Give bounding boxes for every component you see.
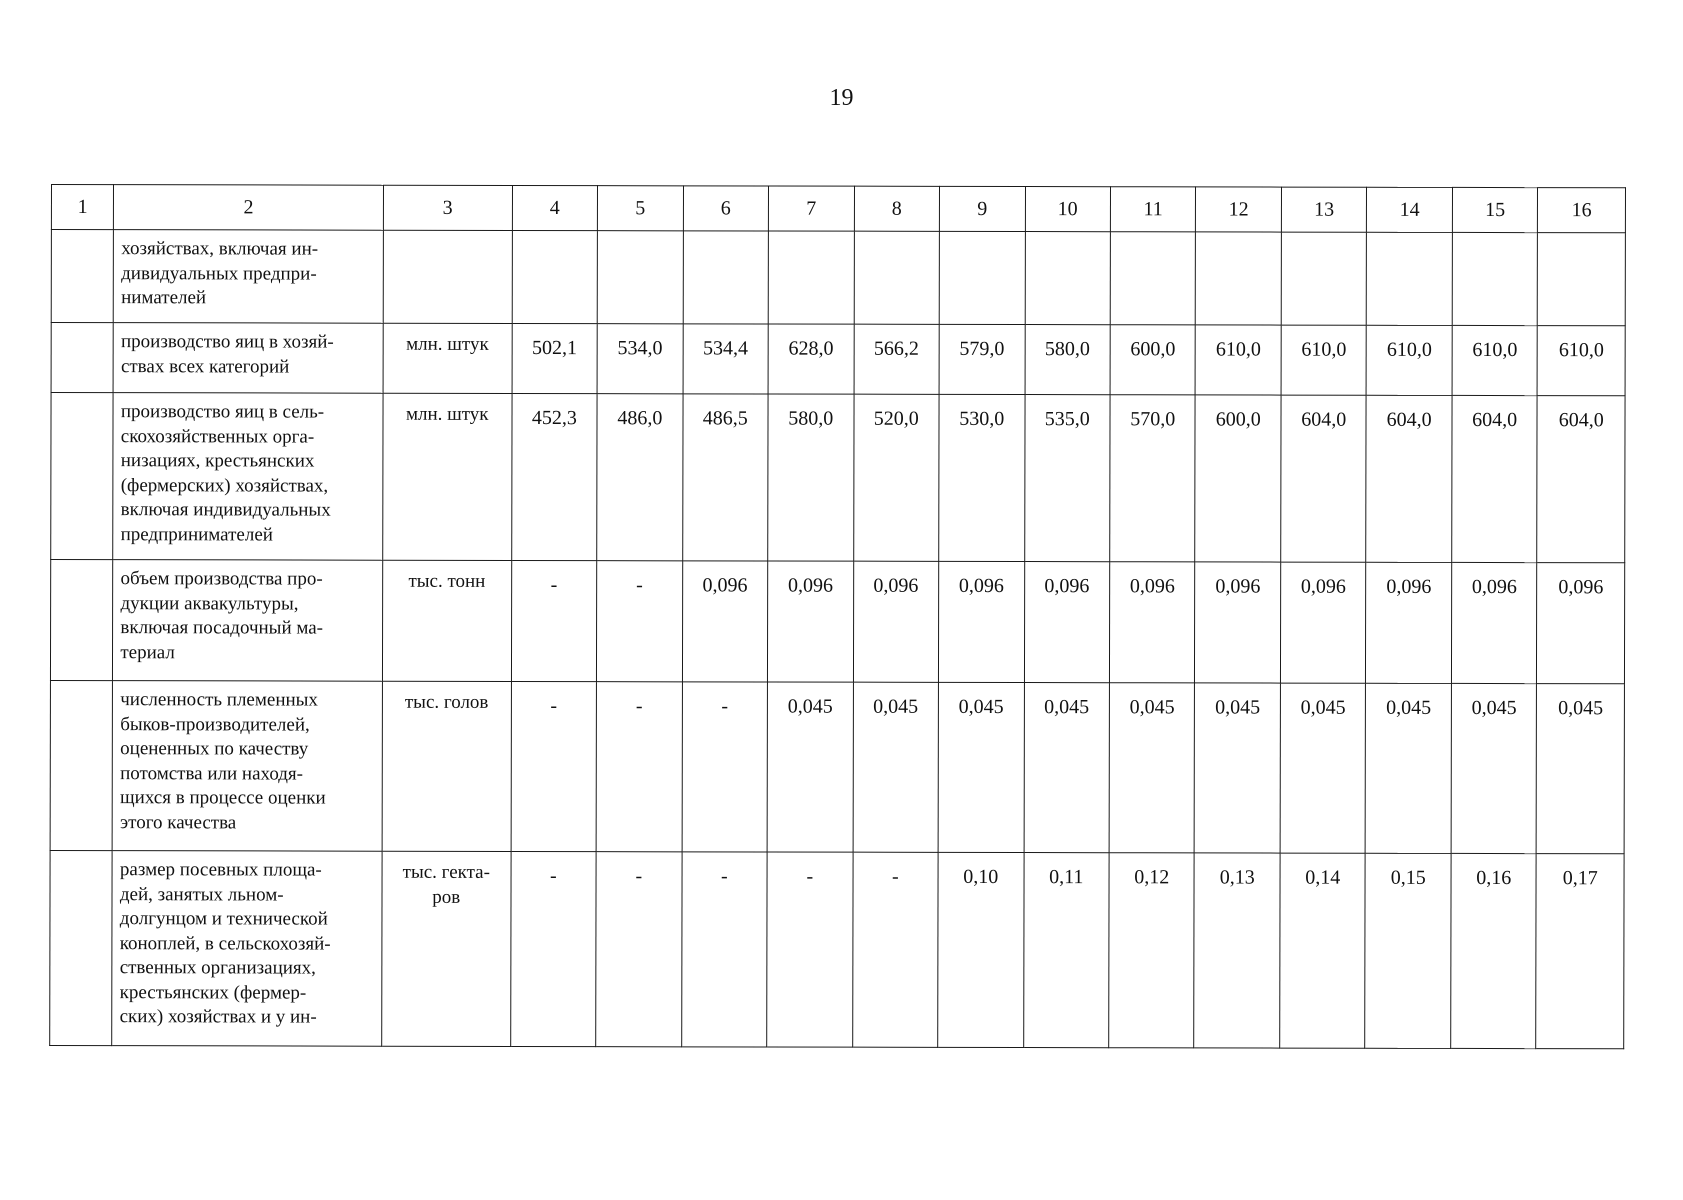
value-cell-col-5: - [596, 682, 682, 852]
value-cell-col-4: 502,1 [512, 323, 598, 393]
unit-cell: тыс. гекта- ров [382, 851, 511, 1046]
value-cell-col-7: 628,0 [768, 324, 854, 394]
column-header-10: 10 [1025, 187, 1111, 232]
column-header-7: 7 [768, 186, 854, 231]
value-cell-col-15: 0,16 [1451, 853, 1537, 1048]
value-cell-col-6: 0,096 [682, 561, 768, 682]
value-cell-col-13: 0,14 [1280, 853, 1366, 1048]
value-cell-col-16: 0,096 [1537, 563, 1625, 684]
value-cell-col-4: - [511, 681, 597, 851]
row-number-cell [50, 850, 113, 1045]
table-row [50, 850, 1624, 1048]
column-header-12: 12 [1196, 187, 1282, 232]
value-cell-col-7: 580,0 [768, 394, 854, 561]
value-cell-col-13 [1281, 232, 1367, 325]
value-cell-col-12: 0,13 [1194, 853, 1280, 1048]
indicator-name-cell: численность племенных быков-производителей, оцененных по качеству потомства или находя- щихся в процессе оценки этого качества [112, 681, 382, 852]
value-cell-col-11: 570,0 [1110, 395, 1196, 562]
unit-cell [383, 230, 512, 323]
value-cell-col-6 [683, 231, 769, 324]
value-cell-col-5: 486,0 [597, 394, 683, 561]
value-cell-col-13: 610,0 [1281, 325, 1367, 395]
value-cell-col-14 [1367, 232, 1453, 325]
value-cell-col-7 [768, 231, 854, 324]
column-header-15: 15 [1452, 187, 1538, 232]
row-number-cell [51, 230, 114, 323]
value-cell-col-5: - [597, 561, 683, 682]
indicator-name-cell: производство яиц в сель- скохозяйственных орга- низациях, крестьянских (фермерских) хозяйствах, включая индивидуальных предпринимателей [113, 393, 383, 561]
column-header-14: 14 [1367, 187, 1453, 232]
value-cell-col-12: 0,045 [1195, 683, 1281, 853]
value-cell-col-8: - [852, 852, 938, 1047]
value-cell-col-9 [939, 231, 1025, 324]
value-cell-col-12: 610,0 [1196, 325, 1282, 395]
indicator-name-cell: хозяйствах, включая ин- дивидуальных предпри- нимателей [114, 230, 384, 324]
value-cell-col-16: 0,17 [1536, 854, 1624, 1049]
value-cell-col-8: 566,2 [854, 324, 940, 394]
unit-cell: млн. штук [383, 323, 512, 393]
table-row [51, 323, 1625, 396]
column-header-4: 4 [512, 185, 598, 230]
row-number-cell [51, 323, 113, 393]
indicator-name-cell: производство яиц в хозяй- ствах всех категорий [113, 323, 383, 394]
value-cell-col-7: 0,096 [768, 561, 854, 682]
value-cell-col-15: 0,045 [1451, 683, 1537, 853]
row-number-cell [50, 680, 113, 850]
value-cell-col-8: 0,045 [853, 682, 939, 852]
value-cell-col-6: - [681, 852, 767, 1047]
value-cell-col-9: 0,045 [938, 682, 1024, 852]
table-row [50, 560, 1624, 684]
value-cell-col-9: 579,0 [939, 324, 1025, 394]
value-cell-col-11: 0,045 [1109, 683, 1195, 853]
value-cell-col-11: 0,096 [1109, 562, 1195, 683]
table-header-row [51, 185, 1625, 233]
column-header-13: 13 [1281, 187, 1367, 232]
unit-cell: тыс. тонн [382, 560, 511, 681]
row-number-cell [51, 393, 114, 560]
value-cell-col-10 [1025, 232, 1111, 325]
value-cell-col-6: 486,5 [682, 394, 768, 561]
table-body [50, 230, 1626, 1049]
value-cell-col-8: 0,096 [853, 561, 939, 682]
value-cell-col-10: 0,096 [1024, 562, 1110, 683]
value-cell-col-16: 0,045 [1537, 684, 1625, 854]
value-cell-col-10: 535,0 [1024, 395, 1110, 562]
column-header-2: 2 [114, 185, 384, 231]
value-cell-col-12: 600,0 [1195, 395, 1281, 562]
value-cell-col-8 [854, 231, 940, 324]
indicator-name-cell: размер посевных площа- дей, занятых льном- долгунцом и технической коноплей, в сельскохозяй- ственных организациях, крестьянских (фермер- ских) хозяйствах и у ин- [112, 851, 382, 1047]
value-cell-col-14: 610,0 [1367, 325, 1453, 395]
page-number: 19 [829, 85, 854, 111]
value-cell-col-16: 604,0 [1537, 396, 1625, 563]
unit-cell: тыс. голов [382, 681, 511, 851]
row-number-cell [50, 560, 113, 681]
indicator-name-cell: объем производства про- дукции аквакультуры, включая посадочный ма- териал [113, 560, 383, 682]
value-cell-col-14: 0,15 [1365, 853, 1451, 1048]
value-cell-col-15: 604,0 [1452, 395, 1538, 562]
value-cell-col-14: 0,096 [1366, 562, 1452, 683]
data-table-wrapper [49, 184, 1626, 1049]
value-cell-col-10: 580,0 [1025, 325, 1111, 395]
value-cell-col-6: - [682, 682, 768, 852]
value-cell-col-14: 0,045 [1366, 683, 1452, 853]
value-cell-col-4: - [511, 560, 597, 681]
table-row [51, 230, 1625, 326]
data-table [49, 184, 1626, 1049]
value-cell-col-13: 0,096 [1280, 562, 1366, 683]
column-header-8: 8 [854, 186, 940, 231]
value-cell-col-11 [1110, 232, 1196, 325]
value-cell-col-13: 0,045 [1280, 683, 1366, 853]
value-cell-col-16: 610,0 [1537, 326, 1625, 396]
value-cell-col-16 [1538, 233, 1626, 326]
value-cell-col-15 [1452, 232, 1538, 325]
value-cell-col-15: 0,096 [1451, 562, 1537, 683]
column-header-6: 6 [683, 186, 769, 231]
value-cell-col-9: 0,096 [938, 561, 1024, 682]
value-cell-col-14: 604,0 [1366, 395, 1452, 562]
table-row [51, 393, 1625, 563]
value-cell-col-5: 534,0 [597, 324, 683, 394]
value-cell-col-11: 600,0 [1110, 325, 1196, 395]
value-cell-col-7: 0,045 [767, 682, 853, 852]
column-header-3: 3 [383, 185, 512, 230]
value-cell-col-6: 534,4 [683, 324, 769, 394]
value-cell-col-10: 0,11 [1023, 853, 1109, 1048]
value-cell-col-7: - [767, 852, 853, 1047]
column-header-16: 16 [1538, 188, 1626, 233]
value-cell-col-4 [512, 230, 598, 323]
column-header-1: 1 [51, 185, 113, 230]
value-cell-col-13: 604,0 [1281, 395, 1367, 562]
value-cell-col-15: 610,0 [1452, 325, 1538, 395]
value-cell-col-9: 530,0 [939, 394, 1025, 561]
value-cell-col-12 [1196, 232, 1282, 325]
unit-cell: млн. штук [383, 393, 512, 560]
value-cell-col-10: 0,045 [1024, 683, 1110, 853]
column-header-11: 11 [1110, 187, 1196, 232]
value-cell-col-8: 520,0 [853, 394, 939, 561]
value-cell-col-5 [597, 231, 683, 324]
value-cell-col-5: - [596, 852, 682, 1047]
column-header-5: 5 [597, 186, 683, 231]
table-row [50, 680, 1624, 853]
value-cell-col-12: 0,096 [1195, 562, 1281, 683]
value-cell-col-4: - [510, 851, 596, 1046]
column-header-9: 9 [939, 186, 1025, 231]
value-cell-col-4: 452,3 [511, 393, 597, 560]
value-cell-col-9: 0,10 [938, 852, 1024, 1047]
value-cell-col-11: 0,12 [1109, 853, 1195, 1048]
